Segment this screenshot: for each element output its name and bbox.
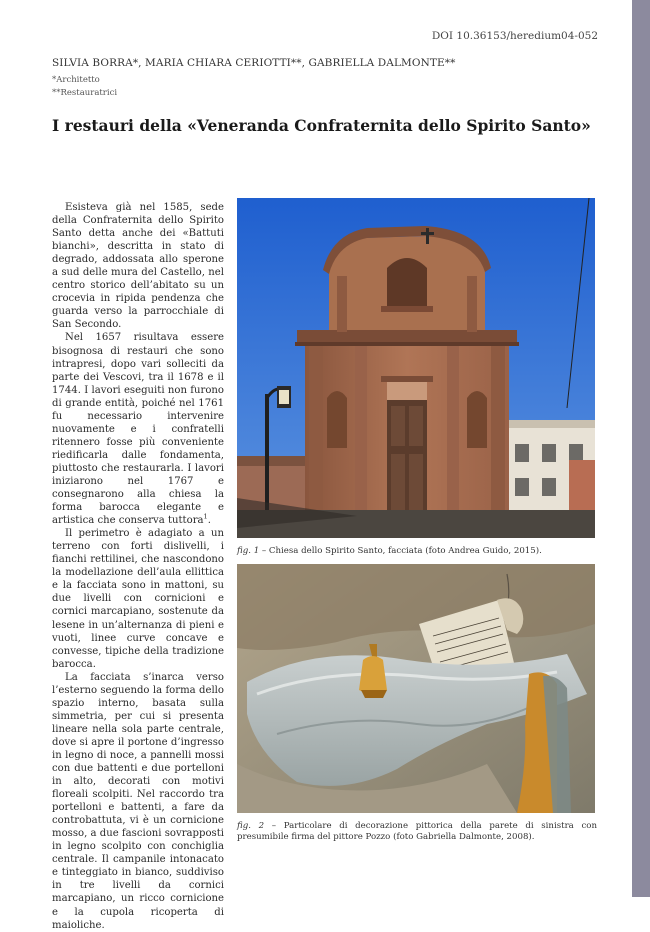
figure-2-fresco-detail (237, 564, 595, 813)
footnote-ref-1[interactable]: 1 (203, 512, 208, 521)
affiliation-1: *Architetto (52, 75, 100, 85)
figure-2-caption (237, 821, 597, 843)
figure-2-caption-text: – Particolare di decorazione pittorica della parete di sinistra con presumibile firma del pittore Pozzo (foto Gabriella Dalmonte, 2008). (237, 821, 597, 842)
church-facade-illustration (237, 198, 595, 538)
paragraph-2-text: Nel 1657 risultava essere bisognosa di restauri che sono intrapresi, dopo vari solleciti da parte dei Vescovi, tra il 1678 e il 1744. I lavori eseguiti non furono di grande entità, poiché nel 1761 fu necessario intervenire nuovamente e i confratelli ritennero fosse più conveniente riedificarla dalle fondamenta, piuttosto che restaurarla. I lavori iniziarono nel 1767 e consegnarono alla chiesa la forma barocca elegante e artistica che conserva tuttora (52, 332, 224, 527)
figure-1-caption (237, 546, 597, 556)
fresco-detail-illustration (237, 564, 595, 813)
author-list: SILVIA BORRA*, MARIA CHIARA CERIOTTI**, GABRIELLA DALMONTE** (52, 57, 456, 69)
doi-label: DOI 10.36153/heredium04-052 (431, 30, 598, 42)
paragraph-2 (52, 331, 224, 527)
paragraph-1: Esisteva già nel 1585, sede della Confraternita dello Spirito Santo detta anche dei «Battuti bianchi», descritta in stato di degrado, addossata allo sperone a sud delle mura del Castello, nel centro storico dell’abitato su un crocevia in ripida pendenza che guarda verso la parrocchiale di San Secondo. (52, 202, 224, 331)
figure-1-caption-text: – Chiesa dello Spirito Santo, facciata (foto Andrea Guido, 2015). (259, 546, 542, 556)
figure-1-label: fig. 1 (237, 546, 260, 556)
paragraph-4: La facciata s’inarca verso l’esterno seguendo la forma dello spazio interno, basata sulla simmetria, per cui si presenta lineare nella sola parte centrale, dove si apre il portone d’ingresso in legno di noce, a pannelli mossi con due battenti e due portelloni in alto, decorati con motivi floreali scolpiti. Nel raccordo tra portelloni e battenti, a fare da controbattuta, vi è un cornicione mosso, a due fascioni sovrapposti in legno scolpito con conchiglia centrale. Il campanile intonacato e tinteggiato in bianco, suddiviso in tre livelli da cornici marcapiano, un ricco cornicione e la cupola ricoperta di maioliche. (52, 671, 224, 931)
article-body (52, 201, 224, 932)
figure-1-church-photo (237, 198, 595, 538)
affiliation-2: **Restauratrici (52, 88, 118, 98)
article-title: I restauri della «Veneranda Confraternita dello Spirito Santo» (52, 116, 591, 135)
paragraph-2-end: . (207, 515, 211, 527)
page-edge-strip (632, 0, 650, 897)
paragraph-3: Il perimetro è adagiato a un terreno con forti dislivelli, i fianchi rettilinei, che nascondono la modellazione dell’aula ellittica e la facciata sono in mattoni, su due livelli con cornicioni e cornici marcapiano, sostenute da lesene in un’alternanza di pieni e vuoti, linee curve concave e convesse, tipiche della tradizione barocca. (52, 528, 224, 670)
figure-2-label: fig. 2 (237, 821, 265, 831)
